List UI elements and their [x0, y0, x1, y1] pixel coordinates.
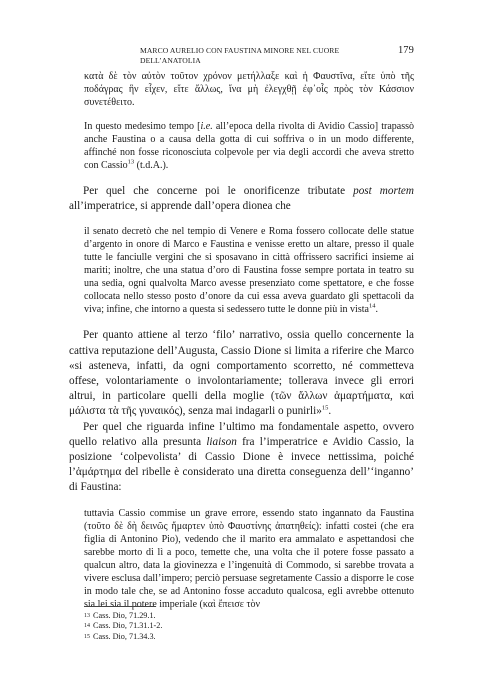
footnote — [84, 632, 162, 642]
block-quote: κατὰ δὲ τὸν αὐτὸν τοῦτον χρόνον μετήλλαξε καὶ ἡ Φαυστῖνα, εἴτε ὑπὸ τῆς ποδάγρας ἣν εἶχεν, εἴτε ἄλλως, ἵνα μὴ ἐλεγχθῇ ἐφ᾽οἷς πρὸς τὸν Κάσσιον συνετέθειτο. — [84, 71, 414, 108]
block-spacer — [69, 214, 414, 225]
footnote-ref: 14 — [368, 303, 376, 311]
footnotes — [84, 611, 162, 642]
footnote-ref: 13 — [127, 158, 135, 166]
page-number: 179 — [397, 45, 414, 56]
text-run: all’imperatrice, si apprende dall’opera dionea che — [69, 200, 291, 213]
footnote — [84, 621, 162, 631]
text-run: il senato decretò che nel tempio di Venere e Roma fossero collocate delle statue d’argento in onore di Marco e Faustina e venisse eretto un altare, presso il quale tutte le fanciulle vergini che si sposavano in città offrissero sacrifici insieme ai mariti; inoltre, che una statua d’oro di Faustina fosse sempre portata in teatro su una sedia, ogni qualvolta Marco avesse presenziato come spettatore, e che fosse collocata nello stesso posto d’onore da cui essa aveva guardato gli spettacoli da viva; infine, che intorno a questa si sedessero tutte le donne più in vista — [84, 226, 414, 316]
running-header — [140, 46, 414, 66]
paragraph — [69, 328, 414, 419]
text-run: (t.d.A.). — [134, 160, 169, 171]
block-spacer — [69, 109, 414, 120]
block-quote: tuttavia Cassio commise un grave errore, essendo stato ingannato da Faustina (τοῦτο δὲ δὴ δεινῶς ἥμαρτεν ὑπὸ Φαυστίνης ἀπατηθείς): infatti costei (che era figlia di Antonino Pio), vedendo che il marito era ammalato e aspettandosi che sarebbe morto di lì a poco, temette che, una volta che il potere fosse passato a qualcun altro, data la giovinezza e l’ingenuità di Commodo, si sarebbe trovata a vivere esclusa dall’impero; perciò persuase segretamente Cassio a disporre le cose in modo tale che, se ad Antonino fosse accaduto qualcosa, egli avrebbe ottenuto sia lei sia il potere imperiale (καὶ ἔπεισε τὸν — [84, 507, 414, 610]
footnote-text: Cass. Dio, 71.31.1-2. — [91, 621, 163, 631]
footnote-text: Cass. Dio, 71.34.3. — [91, 631, 156, 641]
paragraph — [69, 184, 414, 214]
block-quote — [84, 225, 414, 316]
main-text — [69, 70, 414, 611]
footnote — [84, 611, 162, 621]
block-spacer — [69, 496, 414, 507]
italic-text: liaison — [206, 435, 237, 448]
text-run: all’epoca della rivolta di Avidio Cassio] trapassò anche Faustina o a causa della gotta di cui soffriva o in un modo differente, affinché non fosse riconosciuta colpevole per via degli accordi che aveva stretto con Cassio — [84, 121, 414, 171]
footnote-rule — [84, 606, 156, 607]
block-spacer — [69, 316, 414, 328]
footnote-number: 14 — [84, 623, 90, 630]
text-run: . — [328, 405, 332, 418]
italic-text: i.e. — [200, 121, 213, 132]
text-run: In questo medesimo tempo [ — [84, 121, 201, 132]
block-quote — [84, 120, 414, 172]
footnote-ref: 15 — [321, 404, 329, 412]
text-run: Per quel che concerne poi le onorificenze tributate — [83, 185, 354, 197]
italic-text: post mortem — [353, 185, 414, 197]
footnote-number: 15 — [84, 633, 90, 640]
paragraph — [69, 420, 414, 496]
block-spacer — [69, 172, 414, 184]
text-run: Per quel che riguarda infine l’ultimo ma fondamentale aspetto, ovvero quello relativo alla presunta — [69, 420, 414, 448]
footnote-number: 13 — [84, 613, 90, 619]
text-run: fra l’imperatrice e Avidio Cassio, la posizione ‘colpevolista’ di Cassio Dione è invece nettissima, poiché l’ἁμάρτημα del ribelle è considerato una diretta conseguenza dell’‘inganno’ di Faustina: — [69, 435, 414, 494]
footnote-text: Cass. Dio, 71.29.1. — [91, 611, 156, 620]
running-title: MARCO AURELIO CON FAUSTINA MINORE NEL CUORE DELL’ANATOLIA — [140, 46, 340, 65]
text-run: Per quanto attiene al terzo ‘filo’ narrativo, ossia quello concernente la cattiva reputazione dell’Augusta, Cassio Dione si limita a riferire che Marco «si asteneva, infatti, da ogni comportamento scorretto, né commetteva offese, volontariamente o involontariamente; tollerava invece gli errori altrui, in particolare quelli della moglie (τῶν ἄλλων ἁμαρτήματα, καὶ μάλιστα τὰ τῆς γυναικός), senza mai indagarli o punirli» — [69, 329, 414, 418]
text-run: . — [375, 304, 378, 316]
